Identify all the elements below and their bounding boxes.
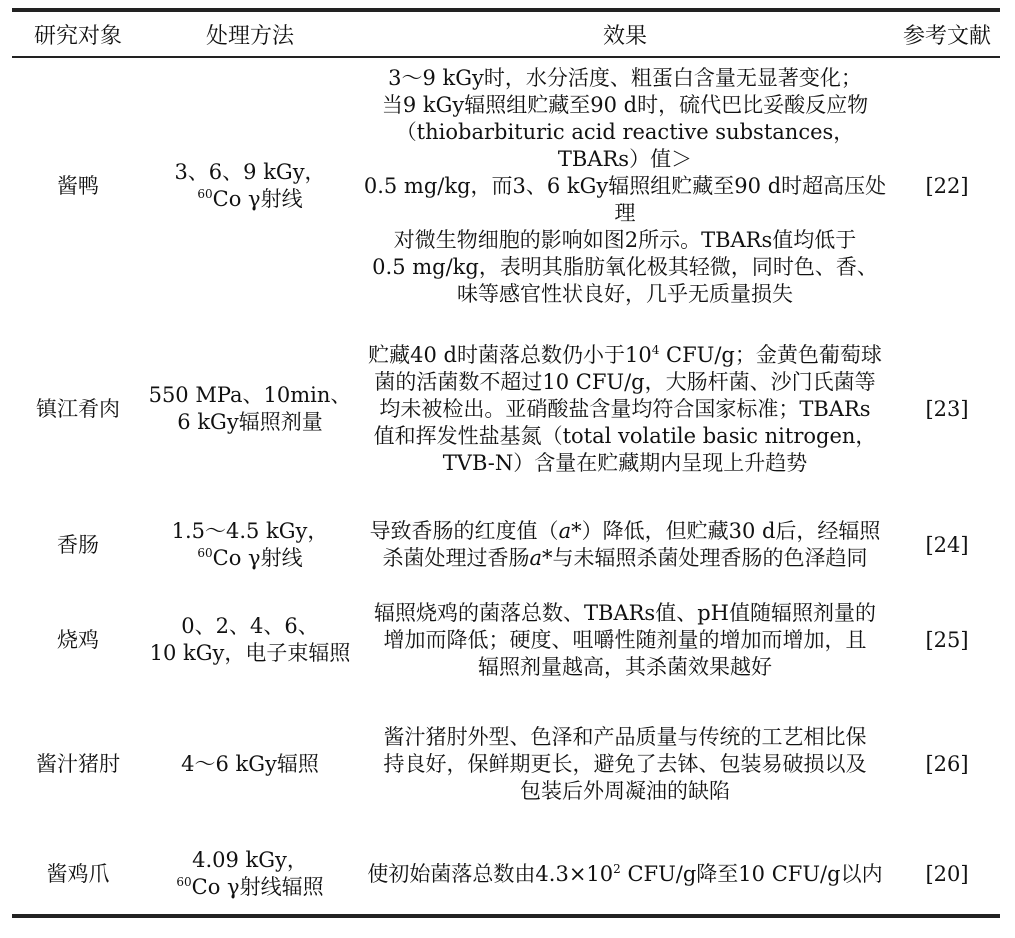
table-row [12, 504, 1000, 586]
irradiation-table-container [12, 8, 1000, 918]
subject-cell: 酱汁猪肘 [36, 751, 120, 776]
method-cell: 0、2、4、6、 10 kGy，电子束辐照 [149, 614, 351, 665]
table-body [12, 57, 1000, 916]
method-cell: 550 MPa、10min、 6 kGy辐照剂量 [148, 383, 352, 434]
reference-cell: [25] [925, 627, 969, 652]
table-row [12, 314, 1000, 504]
effect-cell [356, 504, 894, 586]
effect-text-a: 导致香肠的红度值（ [369, 519, 559, 543]
isotope-mass-number: 60 [197, 546, 213, 560]
method-line2: Co γ射线辐照 [191, 875, 324, 899]
method-line2: Co γ射线 [212, 187, 303, 211]
effect-text-a: 使初始菌落总数由4.3×10 [367, 861, 614, 886]
effect-cell: 3～9 kGy时，水分活度、粗蛋白含量无显著变化； 当9 kGy辐照组贮藏至90 d时，硫代巴比妥酸反应物 （thiobarbituric acid reactive substances，TBARs）值＞ 0.5 mg/kg，而3、6 kGy辐照组贮藏至90 d时超高压处理 对微生物细胞的影响如图2所示。TBARs值均低于 0.5 mg/kg，表明其脂肪氧化极其轻微，同时色、香、 味等感官性状良好，几乎无质量损失 [363, 65, 887, 306]
header-reference: 参考文献 [902, 23, 991, 49]
isotope-mass-number: 60 [197, 187, 213, 201]
exponent: 2 [613, 861, 621, 876]
header-row [12, 10, 1000, 57]
subject-cell: 镇江肴肉 [36, 396, 120, 421]
effect-cell: 酱汁猪肘外型、色泽和产品质量与传统的工艺相比保 持良好，保鲜期更长，避免了去钵、包装易破损以及 包装后外周凝油的缺陷 [383, 724, 867, 803]
effect-text-b: CFU/g降至10 CFU/g以内 [620, 861, 883, 886]
effect-text-b: CFU/g；金黄色葡萄球 菌的活菌数不超过10 CFU/g，大肠杆菌、沙门氏菌等 均未被检出。亚硝酸盐含量均符合国家标准；TBARs 值和挥发性盐基氮（total volatile basic nitrogen， TVB-N）含量在贮藏期内呈现上升趋势 [373, 342, 882, 475]
effect-text-b: *）降低，但贮藏30 d后，经辐照 杀菌处理过香肠 [382, 519, 881, 570]
method-line1: 3、6、9 kGy， [174, 160, 326, 184]
effect-cell: 辐照烧鸡的菌落总数、TBARs值、pH值随辐照剂量的 增加而降低；硬度、咀嚼性随剂量的增加而增加，且 辐照剂量越高，其杀菌效果越好 [374, 600, 876, 679]
effect-cell [356, 834, 894, 916]
reference-cell: [26] [925, 751, 969, 776]
subject-cell: 烧鸡 [57, 627, 99, 652]
reference-cell: [20] [925, 861, 969, 886]
subject-cell: 酱鸭 [57, 173, 99, 198]
effect-text-c: *与未辐照杀菌处理香肠的色泽趋同 [542, 546, 868, 570]
effect-text-a: 贮藏40 d时菌落总数仍小于10 [368, 342, 652, 367]
subject-cell: 酱鸡爪 [46, 861, 110, 886]
table-row [12, 586, 1000, 694]
isotope-mass-number: 60 [176, 875, 192, 889]
redness-symbol: a [558, 519, 572, 543]
method-cell: 4～6 kGy辐照 [181, 751, 319, 776]
method-line1: 4.09 kGy， [192, 848, 308, 872]
header-effect: 效果 [602, 23, 647, 49]
subject-cell: 香肠 [57, 532, 99, 557]
table-row [12, 694, 1000, 834]
effect-cell [356, 314, 894, 504]
method-cell [144, 57, 356, 314]
exponent: 4 [651, 342, 660, 357]
table-row [12, 834, 1000, 916]
header-subject: 研究对象 [33, 23, 122, 49]
method-cell [144, 504, 356, 586]
method-line1: 1.5～4.5 kGy， [171, 519, 329, 543]
redness-symbol: a [529, 546, 543, 570]
irradiation-table [12, 8, 1000, 918]
method-line2: Co γ射线 [212, 546, 303, 570]
table-header [12, 10, 1000, 57]
table-row [12, 57, 1000, 314]
header-method: 处理方法 [205, 23, 294, 49]
reference-cell: [22] [925, 173, 969, 198]
reference-cell: [24] [925, 532, 969, 557]
method-cell [144, 834, 356, 916]
reference-cell: [23] [925, 396, 969, 421]
